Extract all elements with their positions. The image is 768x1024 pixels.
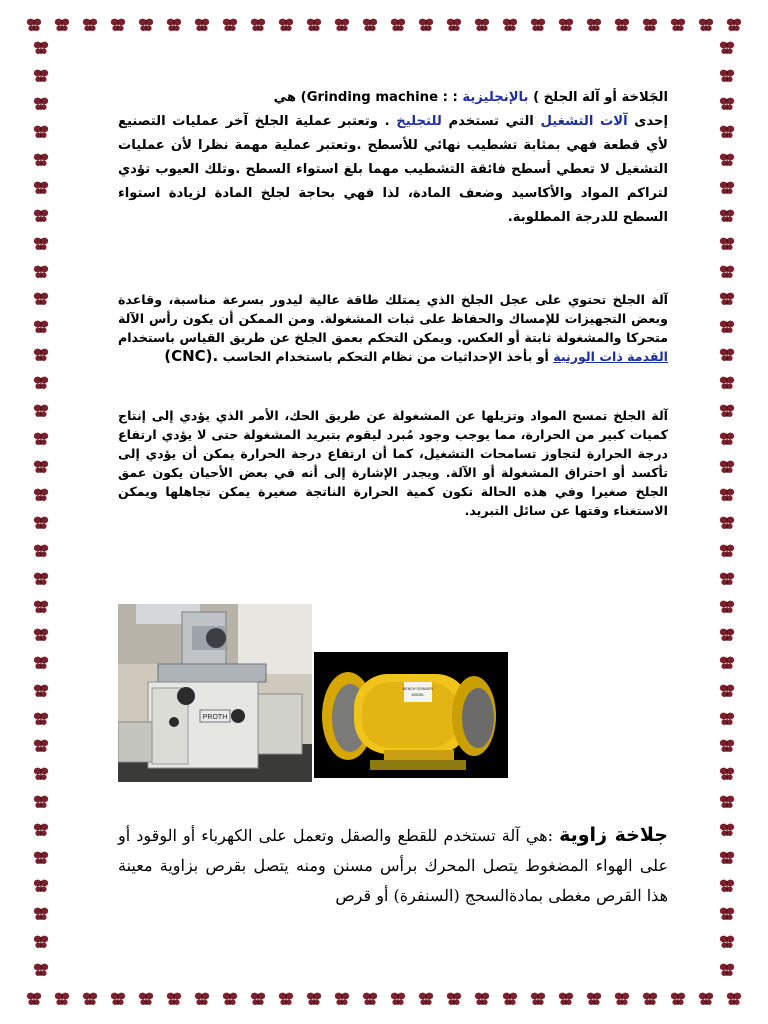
- butterfly-icon: [33, 878, 49, 894]
- butterfly-icon: [719, 850, 735, 866]
- butterfly-icon: [362, 991, 378, 1007]
- butterfly-icon: [719, 766, 735, 782]
- butterfly-icon: [33, 627, 49, 643]
- butterfly-icon: [278, 991, 294, 1007]
- butterfly-icon: [33, 655, 49, 671]
- butterfly-icon: [719, 627, 735, 643]
- butterfly-icon: [334, 991, 350, 1007]
- butterfly-icon: [719, 347, 735, 363]
- butterfly-icon: [502, 991, 518, 1007]
- butterfly-icon: [719, 431, 735, 447]
- butterfly-icon: [278, 17, 294, 33]
- butterfly-icon: [26, 991, 42, 1007]
- components-paragraph: [118, 290, 668, 366]
- intro-text-1: إحدى: [634, 114, 668, 129]
- butterfly-icon: [26, 17, 42, 33]
- butterfly-icon: [33, 375, 49, 391]
- butterfly-icon: [642, 17, 658, 33]
- butterfly-icon: [698, 17, 714, 33]
- bench-label-line1: BENCH GRINDER: [402, 687, 434, 691]
- butterfly-icon: [33, 431, 49, 447]
- butterfly-icon: [33, 571, 49, 587]
- butterfly-icon: [719, 794, 735, 810]
- intro-paragraph: [118, 86, 668, 230]
- butterfly-icon: [719, 375, 735, 391]
- bench-grinder-photo: [314, 652, 508, 778]
- butterfly-icon: [33, 180, 49, 196]
- butterfly-icon: [306, 17, 322, 33]
- butterfly-icon: [719, 403, 735, 419]
- butterfly-icon: [474, 17, 490, 33]
- butterfly-icon: [719, 906, 735, 922]
- butterfly-icon: [33, 683, 49, 699]
- butterfly-icon: [719, 655, 735, 671]
- angle-grinder-text: :هي آلة تستخدم للقطع والصقل وتعمل على الكهرباء أو الوقود أو على الهواء المضغوط يتصل المحرك برأس مسنن ومنه يتصل بقرص بزاوية معينة هذا القرص مغطى بمادةالسحج (السنفرة) أو قرص: [118, 826, 668, 905]
- butterfly-icon: [719, 40, 735, 56]
- butterfly-icon: [719, 180, 735, 196]
- heat-text: آلة الجلخ تمسح المواد وتزيلها عن المشغولة عن طريق الحك، الأمر الذي يؤدي إلى إنتاج كميات كبير من الحرارة، مما يوجب وجود مُبرد ليقوم بتبريد المشغولة حتى لا يؤدي ارتفاع درجة الحرارة لتجاوز تسامحات التشغيل، كما أن ارتفاع درجة الحرارة يمكن أن يؤدي إلى تأكسد أو احتراق المشغولة أو الآلة. ويجدر الإشارة إلى أنه في بعض الأحيان يكون عمق الجلخ صغيرا وفي هذه الحالة تكون كمية الحرارة الناتجة صغيرة يمكن تجاهلها ويمكن الاستغناء وقتها عن سائل التبريد.: [118, 408, 668, 518]
- butterfly-icon: [719, 96, 735, 112]
- heat-paragraph: [118, 406, 668, 520]
- butterfly-icon: [418, 17, 434, 33]
- butterfly-icon: [418, 991, 434, 1007]
- butterfly-icon: [166, 991, 182, 1007]
- butterfly-icon: [719, 515, 735, 531]
- butterfly-icon: [642, 991, 658, 1007]
- butterfly-icon: [362, 17, 378, 33]
- butterfly-icon: [446, 17, 462, 33]
- butterfly-icon: [33, 599, 49, 615]
- butterfly-icon: [390, 991, 406, 1007]
- angle-grinder-term: جلاخة زاوية: [559, 824, 668, 846]
- butterfly-icon: [110, 17, 126, 33]
- butterfly-icon: [110, 991, 126, 1007]
- butterfly-icon: [33, 794, 49, 810]
- butterfly-icon: [250, 991, 266, 1007]
- butterfly-icon: [670, 17, 686, 33]
- butterfly-icon: [719, 962, 735, 978]
- butterfly-icon: [33, 236, 49, 252]
- butterfly-icon: [194, 17, 210, 33]
- butterfly-icon: [33, 264, 49, 280]
- butterfly-icon: [138, 991, 154, 1007]
- butterfly-icon: [719, 683, 735, 699]
- butterfly-icon: [474, 991, 490, 1007]
- butterfly-icon: [33, 906, 49, 922]
- butterfly-icon: [719, 738, 735, 754]
- border-top: [0, 8, 768, 42]
- butterfly-icon: [33, 738, 49, 754]
- butterfly-icon: [390, 17, 406, 33]
- butterfly-icon: [719, 208, 735, 224]
- butterfly-icon: [726, 17, 742, 33]
- butterfly-icon: [726, 991, 742, 1007]
- butterfly-icon: [33, 208, 49, 224]
- components-text-2: أو بأخذ الإحداثيات من نظام التحكم باستخدام الحاسب: [222, 349, 549, 364]
- butterfly-icon: [33, 711, 49, 727]
- butterfly-icon: [698, 991, 714, 1007]
- link-vernier-caliper[interactable]: القدمة ذات الورنية: [553, 349, 668, 364]
- butterfly-icon: [33, 319, 49, 335]
- colon: :: [452, 90, 458, 105]
- butterfly-icon: [719, 543, 735, 559]
- butterfly-icon: [306, 991, 322, 1007]
- butterfly-icon: [670, 991, 686, 1007]
- butterfly-icon: [33, 96, 49, 112]
- butterfly-icon: [250, 17, 266, 33]
- butterfly-icon: [222, 17, 238, 33]
- english-term: (Grinding machine :: [300, 90, 448, 105]
- butterfly-icon: [558, 17, 574, 33]
- butterfly-icon: [719, 711, 735, 727]
- butterfly-icon: [33, 68, 49, 84]
- butterfly-icon: [33, 459, 49, 475]
- border-left: [24, 34, 58, 984]
- butterfly-icon: [558, 991, 574, 1007]
- butterfly-icon: [502, 17, 518, 33]
- butterfly-icon: [33, 403, 49, 419]
- butterfly-icon: [719, 934, 735, 950]
- butterfly-icon: [33, 152, 49, 168]
- butterfly-icon: [82, 17, 98, 33]
- bench-label-line2: MODEL: [411, 693, 425, 697]
- butterfly-icon: [719, 878, 735, 894]
- butterfly-icon: [222, 991, 238, 1007]
- butterfly-icon: [334, 17, 350, 33]
- butterfly-icon: [82, 991, 98, 1007]
- link-grinding[interactable]: للتجليخ: [396, 114, 442, 129]
- butterfly-icon: [719, 571, 735, 587]
- butterfly-icon: [33, 347, 49, 363]
- butterfly-icon: [719, 68, 735, 84]
- butterfly-icon: [586, 17, 602, 33]
- butterfly-icon: [446, 991, 462, 1007]
- intro-lead: الجَلاخة أو آلة الجلخ ): [533, 90, 668, 105]
- butterfly-icon: [33, 40, 49, 56]
- components-text-1: آلة الجلخ تحتوي على عجل الجلخ الذي يمتلك طاقة عالية ليدور بسرعة مناسبة، وقاعدة وبعض التجهيزات للإمساك والحفاظ على ثبات المشغولة. ومن الممكن أن يكون رأس الآلة متحركا والمشغولة ثابتة أو العكس. ويمكن التحكم بعمق الجلخ عن طريق القياس باستخدام: [118, 292, 668, 345]
- butterfly-icon: [33, 291, 49, 307]
- butterfly-icon: [138, 17, 154, 33]
- butterfly-icon: [33, 487, 49, 503]
- border-right: [710, 34, 744, 984]
- english-label: بالإنجليزية: [462, 90, 529, 105]
- machine-plate-label: PROTH: [202, 714, 228, 721]
- butterfly-icon: [719, 291, 735, 307]
- butterfly-icon: [33, 822, 49, 838]
- copula: هي: [273, 90, 297, 105]
- butterfly-icon: [33, 124, 49, 140]
- butterfly-icon: [33, 515, 49, 531]
- butterfly-icon: [33, 766, 49, 782]
- butterfly-icon: [166, 17, 182, 33]
- butterfly-icon: [719, 459, 735, 475]
- butterfly-icon: [54, 17, 70, 33]
- butterfly-icon: [586, 991, 602, 1007]
- butterfly-icon: [719, 152, 735, 168]
- intro-text-rest: . وتعتبر عملية الجلخ آخر عمليات التصنيع لأي قطعة فهي بمثابة تشطيب نهائي للأسطح .وتعتبر عملية مهمة نظرا لأن عمليات التشغيل لا تعطي أسطح فائقة التشطيب مهما بلغ استواء السطح .وتلك العيوب تؤدي لتراكم المواد والأكاسيد وضعف المادة، لذا فهي بحاجة لجلخ المادة لزيادة استواء السطح للدرجة المطلوبة.: [118, 114, 668, 225]
- butterfly-icon: [614, 17, 630, 33]
- butterfly-icon: [614, 991, 630, 1007]
- butterfly-icon: [719, 822, 735, 838]
- butterfly-icon: [530, 991, 546, 1007]
- butterfly-icon: [33, 934, 49, 950]
- intro-text-2: التي تستخدم: [448, 114, 534, 129]
- cnc-term: (CNC).: [164, 347, 219, 365]
- butterfly-icon: [719, 124, 735, 140]
- butterfly-icon: [719, 264, 735, 280]
- butterfly-icon: [194, 991, 210, 1007]
- border-bottom: [0, 982, 768, 1016]
- butterfly-icon: [33, 543, 49, 559]
- butterfly-icon: [33, 850, 49, 866]
- link-machining-tools[interactable]: آلات التشغيل: [540, 114, 628, 129]
- butterfly-icon: [719, 487, 735, 503]
- butterfly-icon: [719, 599, 735, 615]
- butterfly-icon: [719, 236, 735, 252]
- butterfly-icon: [33, 962, 49, 978]
- butterfly-icon: [719, 319, 735, 335]
- angle-grinder-paragraph: [118, 820, 668, 911]
- butterfly-icon: [530, 17, 546, 33]
- surface-grinder-photo: [118, 604, 312, 782]
- butterfly-icon: [54, 991, 70, 1007]
